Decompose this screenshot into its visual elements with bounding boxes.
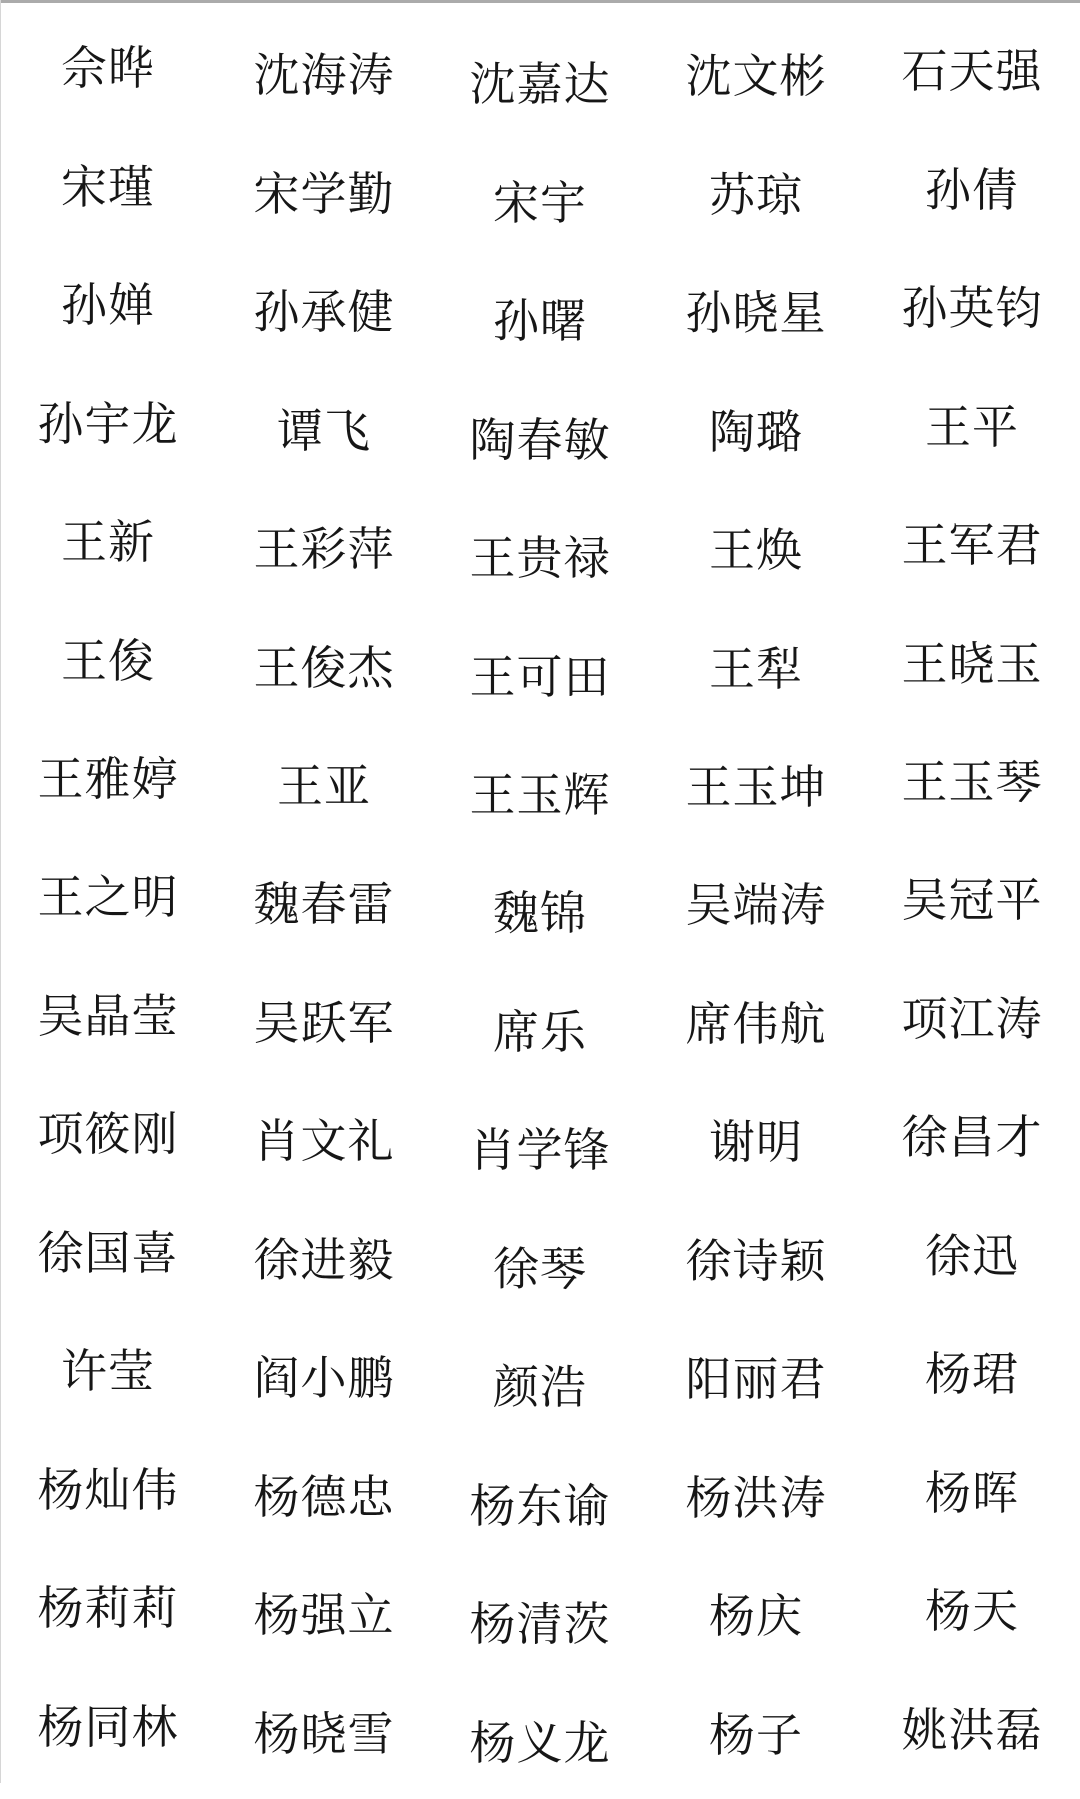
person-name: 杨天 (925, 1584, 1019, 1639)
person-name: 魏春雷 (253, 877, 395, 932)
person-name: 沈嘉达 (469, 57, 611, 112)
person-name: 宋瑾 (61, 159, 155, 214)
person-name: 王新 (61, 515, 155, 570)
person-name: 王犁 (709, 641, 803, 696)
person-name: 孙婵 (61, 278, 155, 333)
person-name: 王玉坤 (685, 760, 827, 815)
person-name: 项江涛 (901, 991, 1043, 1046)
person-name: 徐琴 (493, 1241, 587, 1296)
person-name: 沈海涛 (253, 48, 395, 103)
person-name: 阎小鹏 (253, 1351, 395, 1406)
person-name: 孙承健 (253, 285, 395, 340)
person-name: 杨莉莉 (37, 1581, 179, 1636)
person-name: 吴跃军 (253, 995, 395, 1050)
person-name: 杨子 (709, 1707, 803, 1762)
person-name: 徐进毅 (253, 1232, 395, 1287)
person-name: 吴端涛 (685, 878, 827, 933)
person-name: 王俊杰 (253, 640, 395, 695)
person-name: 杨晓雪 (253, 1706, 395, 1761)
person-name: 杨义龙 (469, 1715, 611, 1770)
person-name: 王俊 (61, 633, 155, 688)
person-name: 宋学勤 (253, 166, 395, 221)
person-name: 孙宇龙 (37, 396, 179, 451)
person-name: 项筱刚 (37, 1107, 179, 1162)
person-name: 陶璐 (709, 404, 803, 459)
person-name: 杨东谕 (469, 1478, 611, 1533)
person-name: 王军君 (901, 518, 1043, 573)
person-name: 吴晶莹 (37, 988, 179, 1043)
person-name: 徐国喜 (37, 1225, 179, 1280)
person-name: 杨庆 (709, 1589, 803, 1644)
person-name: 王之明 (37, 870, 179, 925)
person-name: 徐迅 (925, 1228, 1019, 1283)
person-name: 杨强立 (253, 1588, 395, 1643)
person-name: 杨清茨 (469, 1597, 611, 1652)
person-name: 宋宇 (493, 175, 587, 230)
person-name: 王平 (925, 399, 1019, 454)
person-name: 席伟航 (685, 996, 827, 1051)
person-name: 王玉琴 (901, 755, 1043, 810)
person-name: 王晓玉 (901, 636, 1043, 691)
person-name: 王贵禄 (469, 531, 611, 586)
person-name: 肖文礼 (253, 1114, 395, 1169)
person-name: 石天强 (901, 44, 1043, 99)
person-name: 魏锦 (493, 886, 587, 941)
person-name: 杨晖 (925, 1465, 1019, 1520)
person-name: 谭飞 (277, 403, 371, 458)
person-name: 杨珺 (925, 1347, 1019, 1402)
person-name: 陶春敏 (469, 412, 611, 467)
person-name: 孙曙 (493, 294, 587, 349)
person-name: 孙晓星 (685, 286, 827, 341)
person-name: 王彩萍 (253, 522, 395, 577)
person-name: 杨德忠 (253, 1469, 395, 1524)
person-name: 王焕 (709, 523, 803, 578)
person-name: 颜浩 (493, 1360, 587, 1415)
person-name: 许莹 (61, 1344, 155, 1399)
person-name: 杨洪涛 (685, 1470, 827, 1525)
person-name: 阳丽君 (685, 1352, 827, 1407)
person-name: 王玉辉 (469, 768, 611, 823)
person-name: 徐昌才 (901, 1110, 1043, 1165)
person-name: 苏琼 (709, 167, 803, 222)
person-name: 孙倩 (925, 162, 1019, 217)
person-name: 杨同林 (37, 1699, 179, 1754)
person-name: 王可田 (469, 649, 611, 704)
person-name: 席乐 (493, 1004, 587, 1059)
person-name: 杨灿伟 (37, 1462, 179, 1517)
person-name: 王亚 (277, 759, 371, 814)
person-name: 沈文彬 (685, 49, 827, 104)
person-name: 吴冠平 (901, 873, 1043, 928)
person-name: 王雅婷 (37, 752, 179, 807)
person-name: 佘晔 (61, 41, 155, 96)
person-name: 姚洪磊 (901, 1702, 1043, 1757)
person-name: 徐诗颖 (685, 1233, 827, 1288)
person-name: 孙英钧 (901, 281, 1043, 336)
person-name: 谢明 (709, 1115, 803, 1170)
person-name: 肖学锋 (469, 1123, 611, 1178)
